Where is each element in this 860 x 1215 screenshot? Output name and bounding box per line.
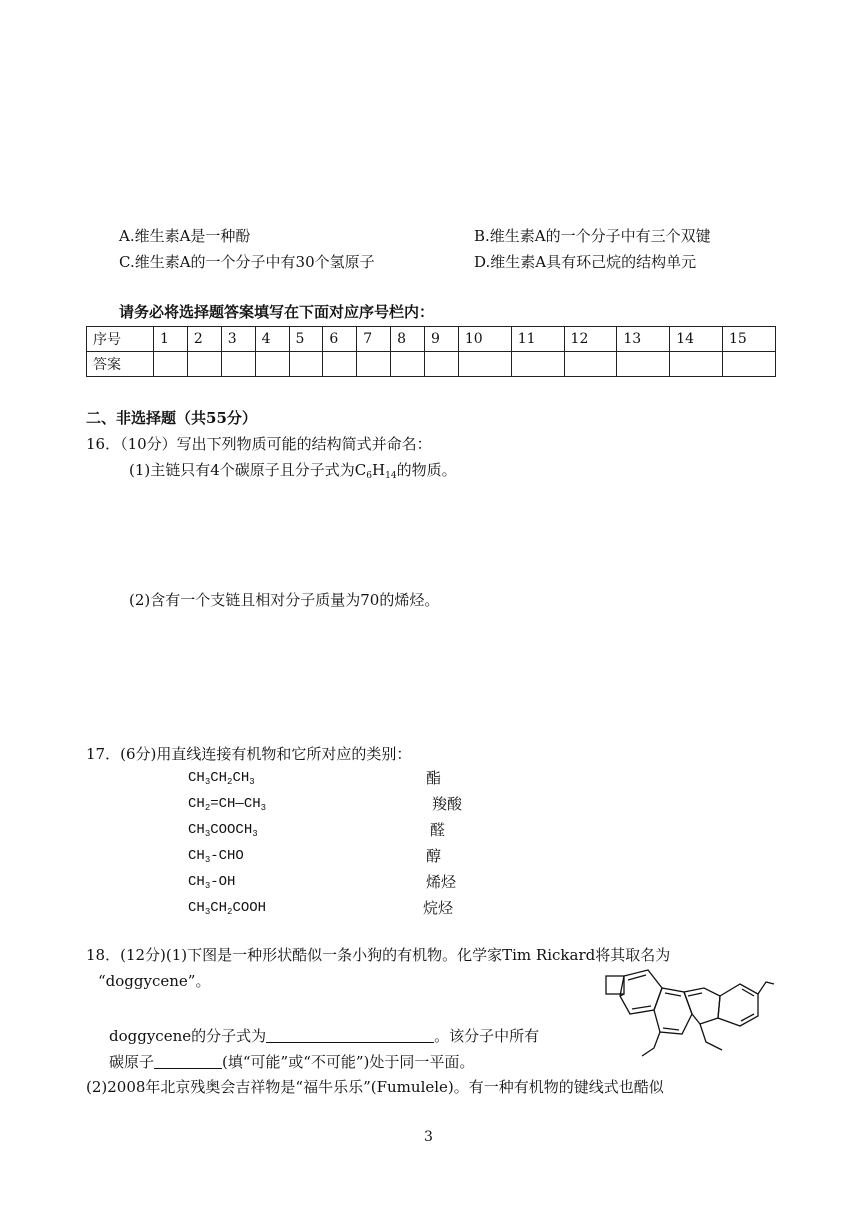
answer-cell[interactable] xyxy=(255,352,289,377)
section-title: 二、非选择题（共55分） xyxy=(86,409,257,427)
category-ester[interactable]: 酯 xyxy=(426,769,442,787)
organic-propanoic-acid: $CH_3CH_2COOH$ xyxy=(188,900,267,917)
subscript: 6 xyxy=(366,471,373,481)
q18-stem-cont: “doggycene”。 xyxy=(98,972,211,990)
category-alkane[interactable]: 烷烃 xyxy=(423,899,454,917)
answer-cell[interactable] xyxy=(154,352,188,377)
q16-part1 xyxy=(129,460,457,480)
category-aldehyde[interactable]: 醛 xyxy=(430,821,446,839)
category-alkene[interactable]: 烯烃 xyxy=(426,873,457,891)
q16-stem: 16．（10分）写出下列物质可能的结构简式并命名： xyxy=(86,435,432,453)
table-row-answers xyxy=(87,352,776,377)
q17-stem: 17．(6分)用直线连接有机物和它所对应的类别： xyxy=(86,745,412,763)
answer-cell[interactable] xyxy=(564,352,617,377)
number-cell: 15 xyxy=(723,327,776,352)
answer-instruction: 请务必将选择题答案填写在下面对应序号栏内： xyxy=(119,303,435,321)
organic-propene: $CH_2=CH—CH_3$ xyxy=(188,796,267,813)
option-a: A.维生素A是一种酚 xyxy=(119,227,251,245)
ethyl-substituent xyxy=(642,1032,660,1056)
category-alcohol[interactable]: 醇 xyxy=(426,847,442,865)
number-cell: 14 xyxy=(670,327,723,352)
answer-table xyxy=(86,326,776,377)
doggycene-structure-figure xyxy=(596,960,776,1070)
answer-cell[interactable] xyxy=(187,352,221,377)
answer-cell[interactable] xyxy=(323,352,357,377)
ethyl-substituent xyxy=(758,982,774,994)
number-cell: 7 xyxy=(357,327,391,352)
row-header-number: 序号 xyxy=(87,327,154,352)
answer-cell[interactable] xyxy=(670,352,723,377)
organic-methyl-acetate: $CH_3COOCH_3$ xyxy=(188,822,258,839)
answer-cell[interactable] xyxy=(425,352,459,377)
q16-part2: (2)含有一个支链且相对分子质量为70的烯烃。 xyxy=(129,591,440,609)
aromatic-ring xyxy=(718,984,758,1026)
organic-methanol: $CH_3-OH$ xyxy=(188,874,236,891)
category-carboxylic-acid[interactable]: 羧酸 xyxy=(432,795,463,813)
organic-ethane-propane: $CH_3CH_2CH_3$ xyxy=(188,770,255,787)
number-cell: 12 xyxy=(564,327,617,352)
answer-cell[interactable] xyxy=(511,352,564,377)
number-cell: 6 xyxy=(323,327,357,352)
option-c: C.维生素A的一个分子中有30个氢原子 xyxy=(119,253,375,271)
ethyl-substituent xyxy=(700,1024,722,1050)
number-cell: 5 xyxy=(289,327,323,352)
answer-cell[interactable] xyxy=(458,352,511,377)
number-cell: 1 xyxy=(154,327,188,352)
subscript: 14 xyxy=(385,471,397,481)
organic-acetaldehyde: $CH_3$-CHO xyxy=(188,848,244,865)
plane-blank[interactable] xyxy=(154,1052,222,1069)
q18-text: 。该分子中所有 xyxy=(434,1027,540,1045)
number-cell: 11 xyxy=(511,327,564,352)
q18-formula-line xyxy=(109,1026,539,1046)
q16-part1-text: (1)主链只有4个碳原子且分子式为C xyxy=(129,461,367,479)
table-row-numbers xyxy=(87,327,776,352)
option-d: D.维生素A具有环己烷的结构单元 xyxy=(474,253,697,271)
q16-part1-text: H xyxy=(372,461,386,479)
page-number: 3 xyxy=(424,1129,433,1145)
number-cell: 8 xyxy=(391,327,425,352)
answer-cell[interactable] xyxy=(221,352,255,377)
q18-text: (填“可能”或“不可能”)处于同一平面。 xyxy=(222,1053,475,1071)
answer-cell[interactable] xyxy=(723,352,776,377)
q18-part2: (2)2008年北京残奥会吉祥物是“福牛乐乐”(Fumulele)。有一种有机物的键线式也酷似 xyxy=(86,1078,664,1096)
number-cell: 9 xyxy=(425,327,459,352)
number-cell: 10 xyxy=(458,327,511,352)
q18-text: doggycene的分子式为 xyxy=(109,1027,267,1045)
answer-cell[interactable] xyxy=(391,352,425,377)
answer-cell[interactable] xyxy=(617,352,670,377)
number-cell: 3 xyxy=(221,327,255,352)
answer-cell[interactable] xyxy=(289,352,323,377)
row-header-answer: 答案 xyxy=(87,352,154,377)
q18-plane-line xyxy=(109,1052,474,1072)
number-cell: 13 xyxy=(617,327,670,352)
q18-text: 碳原子 xyxy=(109,1053,155,1071)
option-b: B.维生素A的一个分子中有三个双键 xyxy=(474,227,711,245)
answer-cell[interactable] xyxy=(357,352,391,377)
q18-stem: 18．(12分)(1)下图是一种形状酷似一条小狗的有机物。化学家Tim Rickard将其取名为 xyxy=(86,946,671,964)
q16-part1-text: 的物质。 xyxy=(396,461,457,479)
number-cell: 2 xyxy=(187,327,221,352)
number-cell: 4 xyxy=(255,327,289,352)
formula-blank[interactable] xyxy=(266,1026,434,1043)
